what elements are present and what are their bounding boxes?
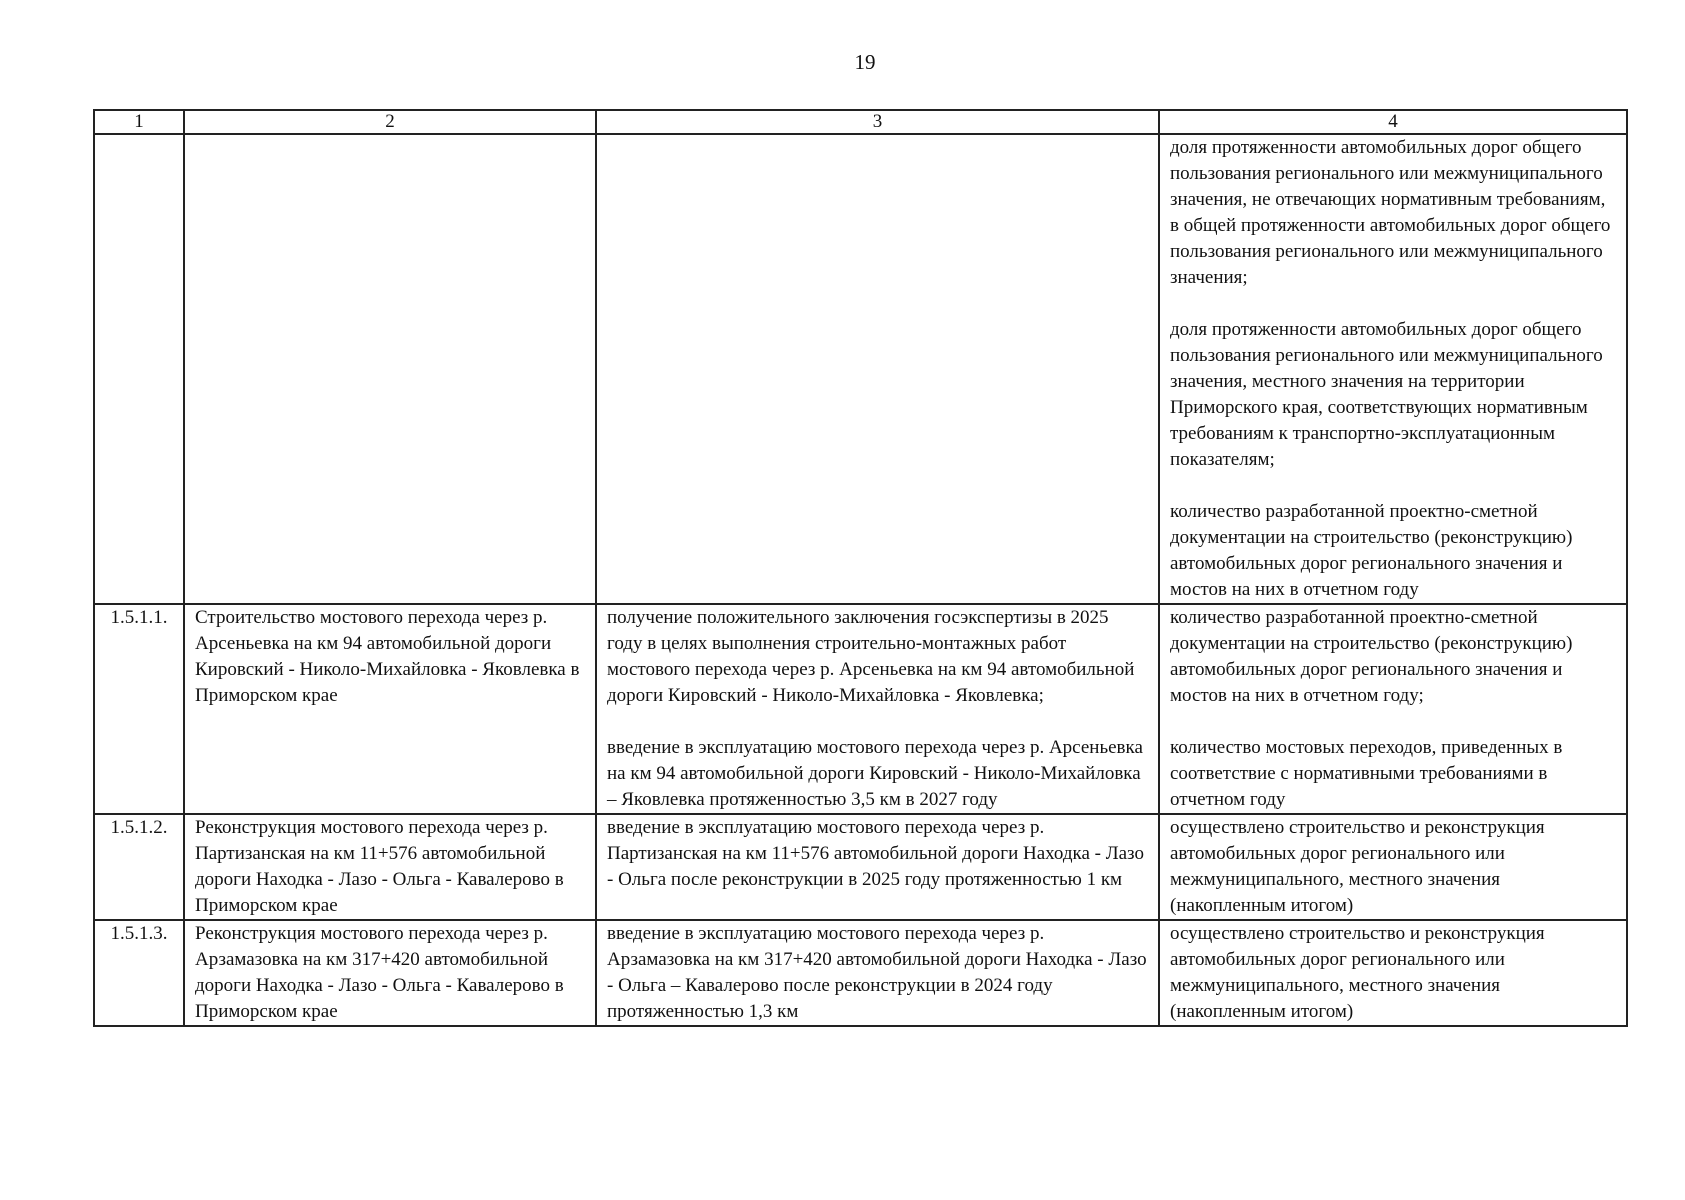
indicator-text: доля протяженности автомобильных дорог общего пользования регионального или межмуниципального значения, не отвечающих нормативным требованиям, в общей протяженности автомобильных дорог общего пользования регионального или межмуниципального значения; <box>1170 137 1611 288</box>
indicators-cell <box>1159 814 1627 920</box>
row-number: 1.5.1.1. <box>94 604 184 814</box>
indicator-text: количество разработанной проектно-сметной документации на строительство (реконструкцию) автомобильных дорог регионального значения и мостов на них в отчетном году; <box>1170 607 1573 706</box>
table-row <box>94 814 1627 920</box>
row-number: 1.5.1.3. <box>94 920 184 1026</box>
table-header-row <box>94 110 1627 134</box>
column-header: 2 <box>184 110 596 134</box>
indicator-text: осуществлено строительство и реконструкция автомобильных дорог регионального или межмуниципального, местного значения (накопленным итогом) <box>1170 923 1545 1022</box>
indicator-text: доля протяженности автомобильных дорог общего пользования регионального или межмуниципального значения, местного значения на территории Приморского края, соответствующих нормативным требованиям к транспортно-эксплуатационным показателям; <box>1170 319 1603 470</box>
table-row <box>94 604 1627 814</box>
table-row <box>94 920 1627 1026</box>
indicator-text: количество разработанной проектно-сметной документации на строительство (реконструкцию) автомобильных дорог регионального значения и мостов на них в отчетном году <box>1170 501 1573 600</box>
row-number: 1.5.1.2. <box>94 814 184 920</box>
measure-name: Строительство мостового перехода через р. Арсеньевка на км 94 автомобильной дороги Кировский - Николо-Михайловка - Яковлевка в Приморском крае <box>184 604 596 814</box>
table-row <box>94 134 1627 604</box>
page-number: 19 <box>854 50 876 74</box>
result-text: введение в эксплуатацию мостового перехода через р. Арсеньевка на км 94 автомобильной дороги Кировский - Николо-Михайловка – Яковлевка протяженностью 3,5 км в 2027 году <box>607 737 1143 810</box>
indicators-cell <box>1159 134 1627 604</box>
indicator-text: количество мостовых переходов, приведенных в соответствие с нормативными требованиями в отчетном году <box>1170 737 1563 810</box>
program-table <box>93 109 1628 1027</box>
result-text: введение в эксплуатацию мостового перехода через р. Арзамазовка на км 317+420 автомобильной дороги Находка - Лазо - Ольга – Кавалерово после реконструкции в 2024 году протяженностью 1,3 км <box>607 923 1147 1022</box>
expected-result <box>596 604 1159 814</box>
measure-name <box>184 134 596 604</box>
result-text: введение в эксплуатацию мостового перехода через р. Партизанская на км 11+576 автомобильной дороги Находка - Лазо - Ольга после реконструкции в 2025 году протяженностью 1 км <box>607 817 1144 890</box>
indicator-text: осуществлено строительство и реконструкция автомобильных дорог регионального или межмуниципального, местного значения (накопленным итогом) <box>1170 817 1545 916</box>
measure-name: Реконструкция мостового перехода через р. Арзамазовка на км 317+420 автомобильной дороги Находка - Лазо - Ольга - Кавалерово в Приморском крае <box>184 920 596 1026</box>
result-text: получение положительного заключения госэкспертизы в 2025 году в целях выполнения строительно-монтажных работ мостового перехода через р. Арсеньевка на км 94 автомобильной дороги Кировский - Николо-Михайловка - Яковлевка; <box>607 607 1135 706</box>
row-number <box>94 134 184 604</box>
column-header: 4 <box>1159 110 1627 134</box>
expected-result <box>596 134 1159 604</box>
expected-result <box>596 814 1159 920</box>
column-header: 3 <box>596 110 1159 134</box>
expected-result <box>596 920 1159 1026</box>
indicators-cell <box>1159 604 1627 814</box>
column-header: 1 <box>94 110 184 134</box>
measure-name: Реконструкция мостового перехода через р. Партизанская на км 11+576 автомобильной дороги Находка - Лазо - Ольга - Кавалерово в Приморском крае <box>184 814 596 920</box>
indicators-cell <box>1159 920 1627 1026</box>
